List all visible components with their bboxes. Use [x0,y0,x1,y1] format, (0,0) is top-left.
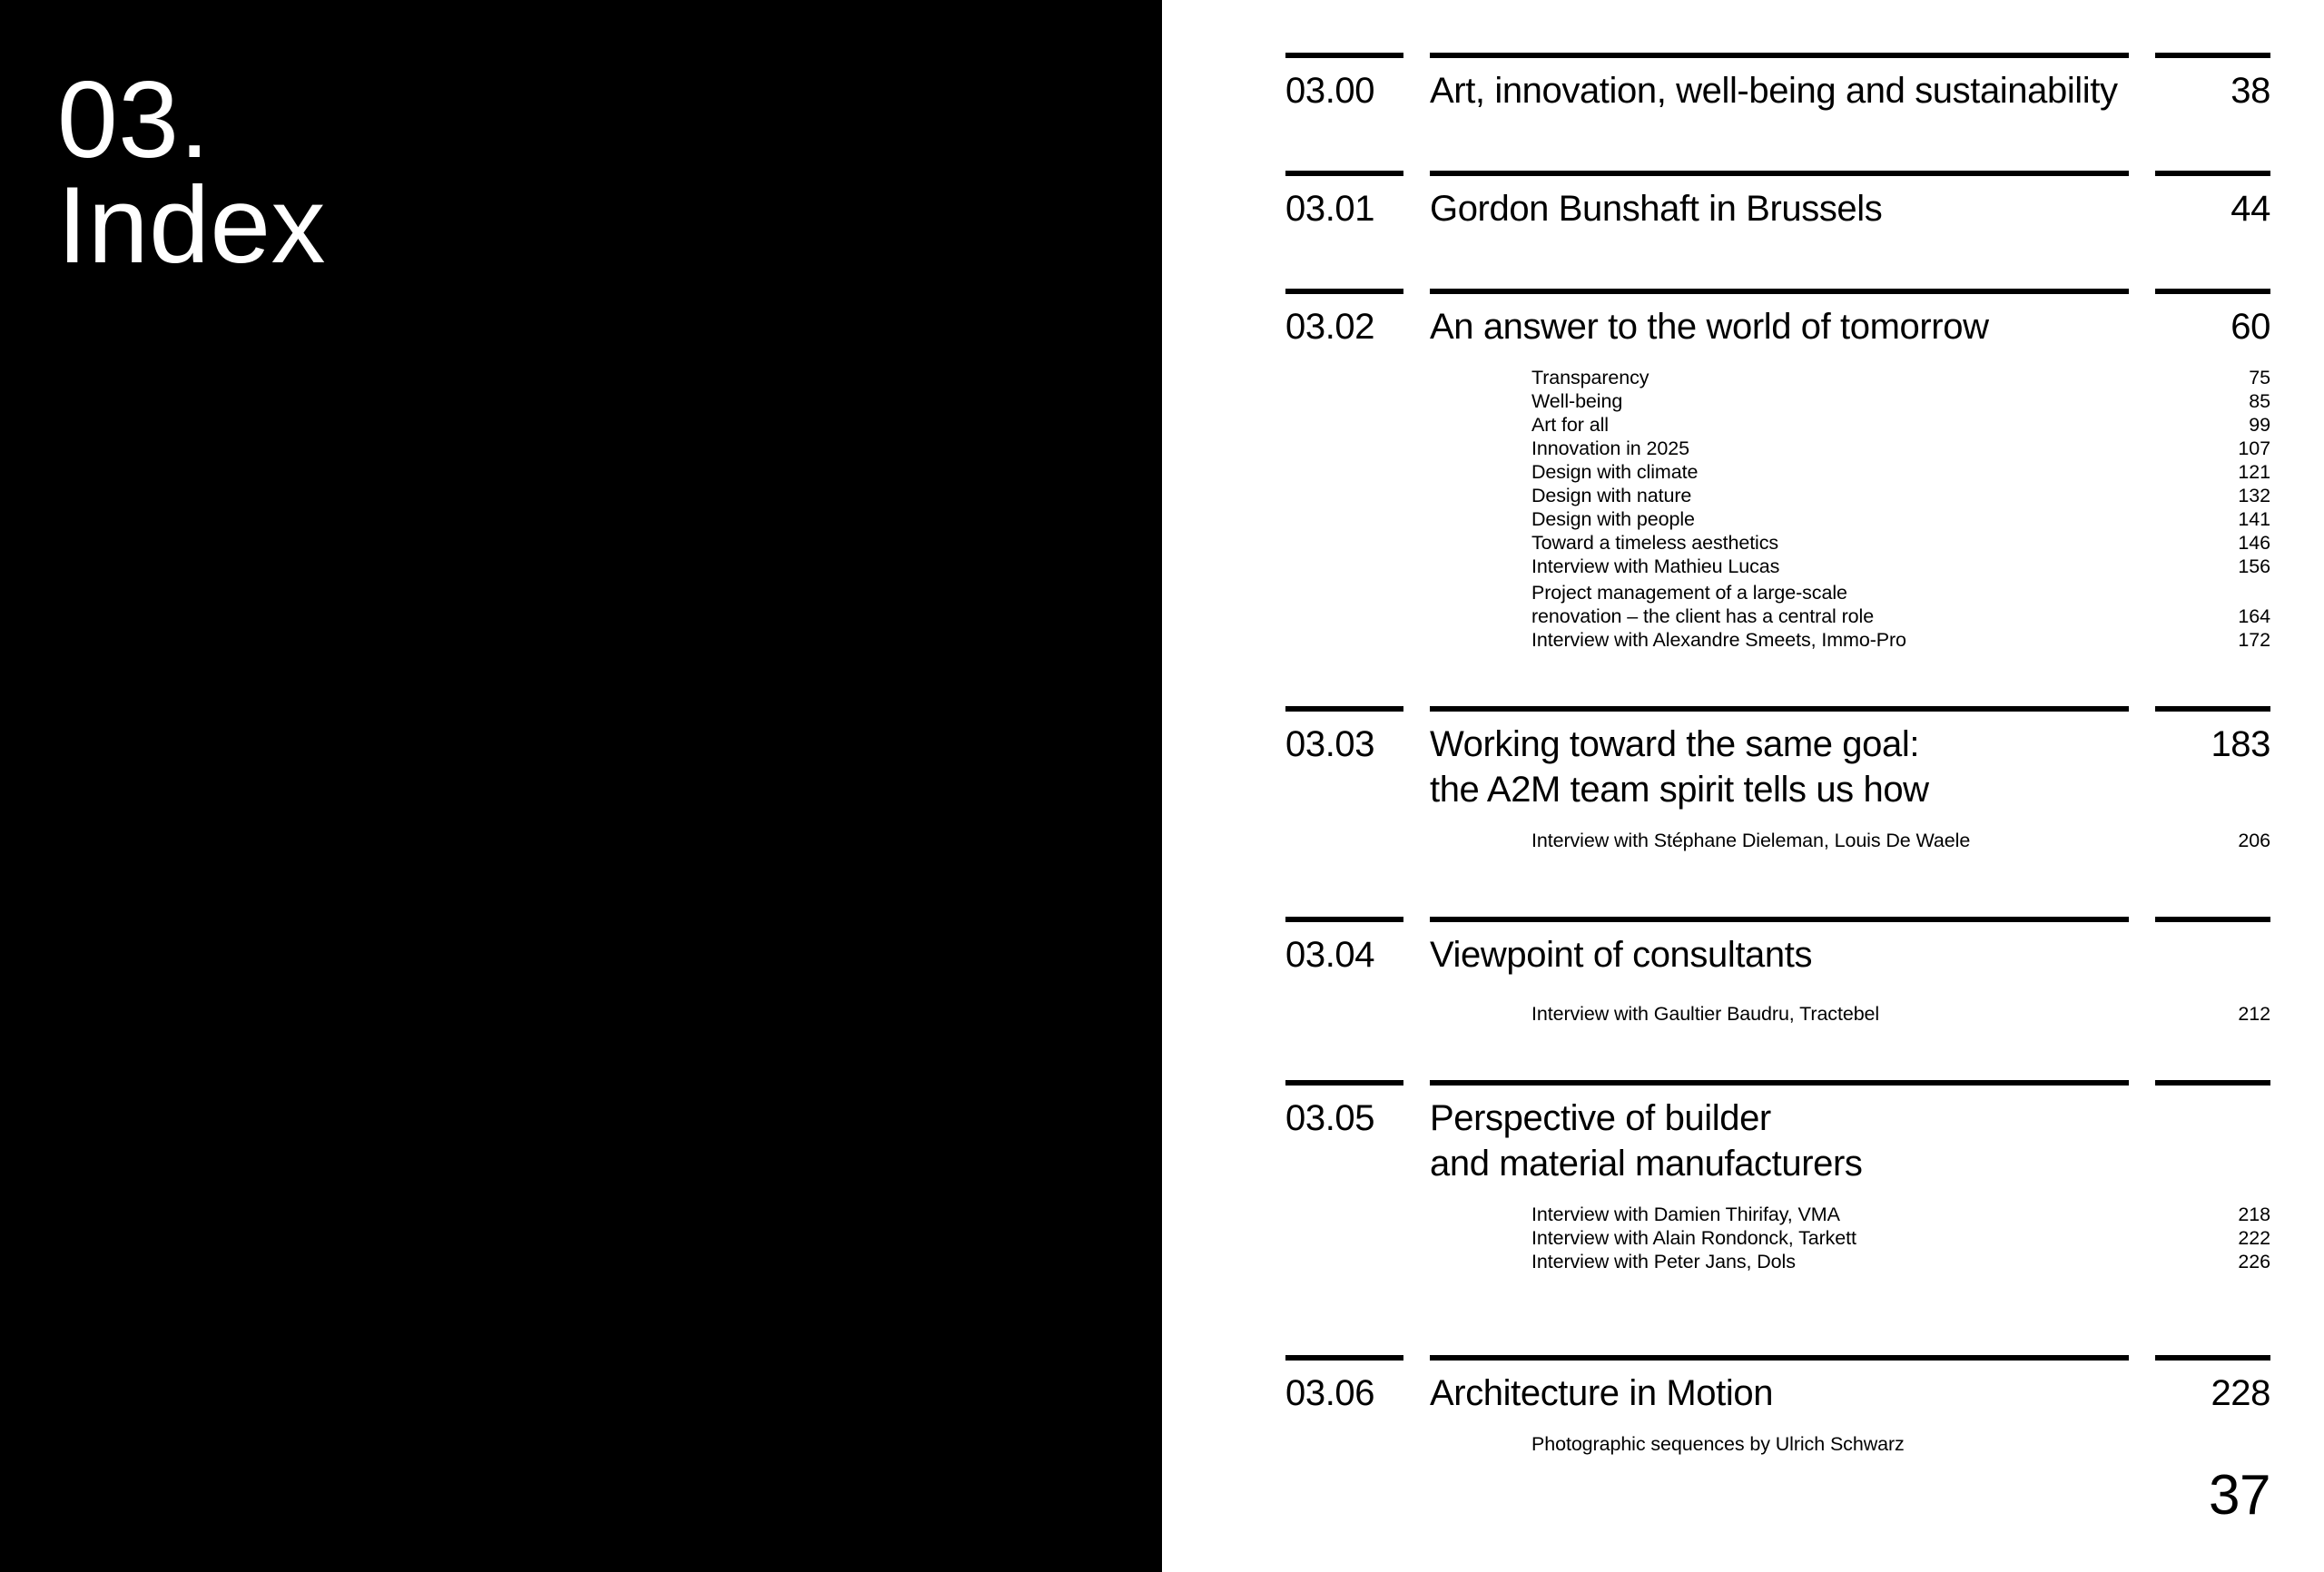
toc-subentry-label: Interview with Damien Thirifay, VMA [1531,1204,1840,1225]
toc-subentry-page: 121 [2238,461,2270,483]
toc-subentry-label: Design with people [1531,508,1695,530]
toc-entry-page [2155,1080,2270,1186]
toc-subentry [1430,1203,2270,1226]
toc-entry-number: 03.00 [1285,53,1403,113]
toc-subentry-list [1430,1203,2270,1273]
toc-entry-title-line: Art, innovation, well-being and sustainability [1430,71,2118,111]
toc-subentry-page: 172 [2238,629,2270,651]
chapter-title-word: Index [57,164,327,286]
toc-section-03-05 [1285,1080,2270,1273]
toc-entry-title-line: Architecture in Motion [1430,1373,1774,1413]
toc-subentry-page: 85 [2249,390,2270,412]
toc-section-03-03 [1285,706,2270,852]
toc-entry-page: 44 [2155,171,2270,231]
toc-subentry-list [1430,829,2270,852]
toc-section-03-00 [1285,53,2270,113]
toc-subentry-list [1430,366,2270,652]
toc-page [1162,0,2324,1572]
toc-subentry [1430,1226,2270,1250]
toc-entry-title-line: the A2M team spirit tells us how [1430,770,1929,810]
toc-subentry-page: 218 [2238,1204,2270,1225]
toc-subentry [1430,581,2270,604]
toc-entry-number: 03.01 [1285,171,1403,231]
toc-subentry-list [1430,1432,2270,1456]
toc-entry-title [1430,917,2129,978]
toc-subentry-label: Interview with Alexandre Smeets, Immo-Pro [1531,629,1906,651]
toc-subentry [1430,389,2270,413]
toc-subentry-page: 146 [2238,532,2270,554]
toc-entry-number: 03.04 [1285,917,1403,978]
toc-entry-number: 03.06 [1285,1355,1403,1416]
toc-entry-title-line: Working toward the same goal: [1430,724,1920,764]
toc-entry-title [1430,1080,2129,1186]
toc-entry-page: 60 [2155,289,2270,349]
toc-subentry-label: Interview with Mathieu Lucas [1531,555,1780,577]
toc-subentry [1430,507,2270,531]
toc-entry-title [1430,706,2129,812]
toc-subentry-label: Art for all [1531,414,1609,436]
toc-section-03-02 [1285,289,2270,652]
chapter-title [57,59,327,286]
toc-subentry-label: Interview with Peter Jans, Dols [1531,1251,1796,1272]
toc-entry-title-line: Perspective of builder [1430,1098,1771,1138]
toc-subentry-page: 212 [2238,1003,2270,1025]
toc-subentry [1430,460,2270,484]
toc-subentry-label: Interview with Stéphane Dieleman, Louis De Waele [1531,830,1971,851]
toc-subentry-page: 107 [2238,437,2270,459]
toc-subentry-label: Interview with Alain Rondonck, Tarkett [1531,1227,1856,1249]
toc-subentry-page: 156 [2238,555,2270,577]
toc-subentry-label: Toward a timeless aesthetics [1531,532,1779,554]
toc-subentry [1430,366,2270,389]
toc-subentry-list [1430,1002,2270,1026]
toc-subentry [1430,628,2270,652]
toc-entry-title-line: Viewpoint of consultants [1430,935,1813,975]
toc-entry-number: 03.02 [1285,289,1403,349]
toc-section-03-06 [1285,1355,2270,1456]
toc-subentry [1430,829,2270,852]
toc-subentry-label: Interview with Gaultier Baudru, Tractebel [1531,1003,1880,1025]
toc-entry-number: 03.03 [1285,706,1403,812]
toc-subentry-page: 222 [2238,1227,2270,1249]
toc-subentry-label: Transparency [1531,367,1649,388]
toc-subentry [1430,413,2270,437]
toc-subentry-label: Design with nature [1531,485,1692,506]
toc-subentry [1430,484,2270,507]
toc-section-03-01 [1285,171,2270,231]
toc-subentry [1430,437,2270,460]
toc-entry-page: 228 [2155,1355,2270,1416]
toc-subentry-page: 75 [2249,367,2270,388]
toc-entry-title-line: Gordon Bunshaft in Brussels [1430,189,1883,229]
toc-section-03-04 [1285,917,2270,1026]
toc-subentry-label: Well-being [1531,390,1623,412]
toc-subentry-label: Design with climate [1531,461,1699,483]
toc-subentry-page: 141 [2238,508,2270,530]
toc-entry-page: 38 [2155,53,2270,113]
page-number-folio: 37 [2209,1464,2270,1527]
toc-subentry [1430,1002,2270,1026]
toc-subentry [1430,555,2270,578]
toc-subentry-label: Innovation in 2025 [1531,437,1689,459]
chapter-title-number: 03. [57,59,211,181]
toc-subentry-page: 226 [2238,1251,2270,1272]
toc-entry-title-line: An answer to the world of tomorrow [1430,307,1989,347]
toc-entry-title [1430,171,2129,231]
toc-subentry [1430,1250,2270,1273]
toc-subentry-label: Photographic sequences by Ulrich Schwarz [1531,1433,1905,1455]
toc-subentry-label: Project management of a large-scale [1531,582,1847,604]
toc-entry-title [1430,289,2129,349]
toc-entry-number: 03.05 [1285,1080,1403,1186]
toc-subentry-page: 132 [2238,485,2270,506]
toc-subentry-page: 99 [2249,414,2270,436]
toc-subentry-page: 164 [2238,605,2270,627]
toc-subentry [1430,604,2270,628]
toc-subentry-page: 206 [2238,830,2270,851]
toc-subentry [1430,1432,2270,1456]
toc-subentry-label: renovation – the client has a central role [1531,605,1875,627]
toc-entry-title [1430,1355,2129,1416]
toc-entry-title [1430,53,2129,113]
toc-entry-page: 183 [2155,706,2270,812]
toc-subentry [1430,531,2270,555]
toc-entry-title-line: and material manufacturers [1430,1144,1863,1184]
toc-entry-page [2155,917,2270,978]
